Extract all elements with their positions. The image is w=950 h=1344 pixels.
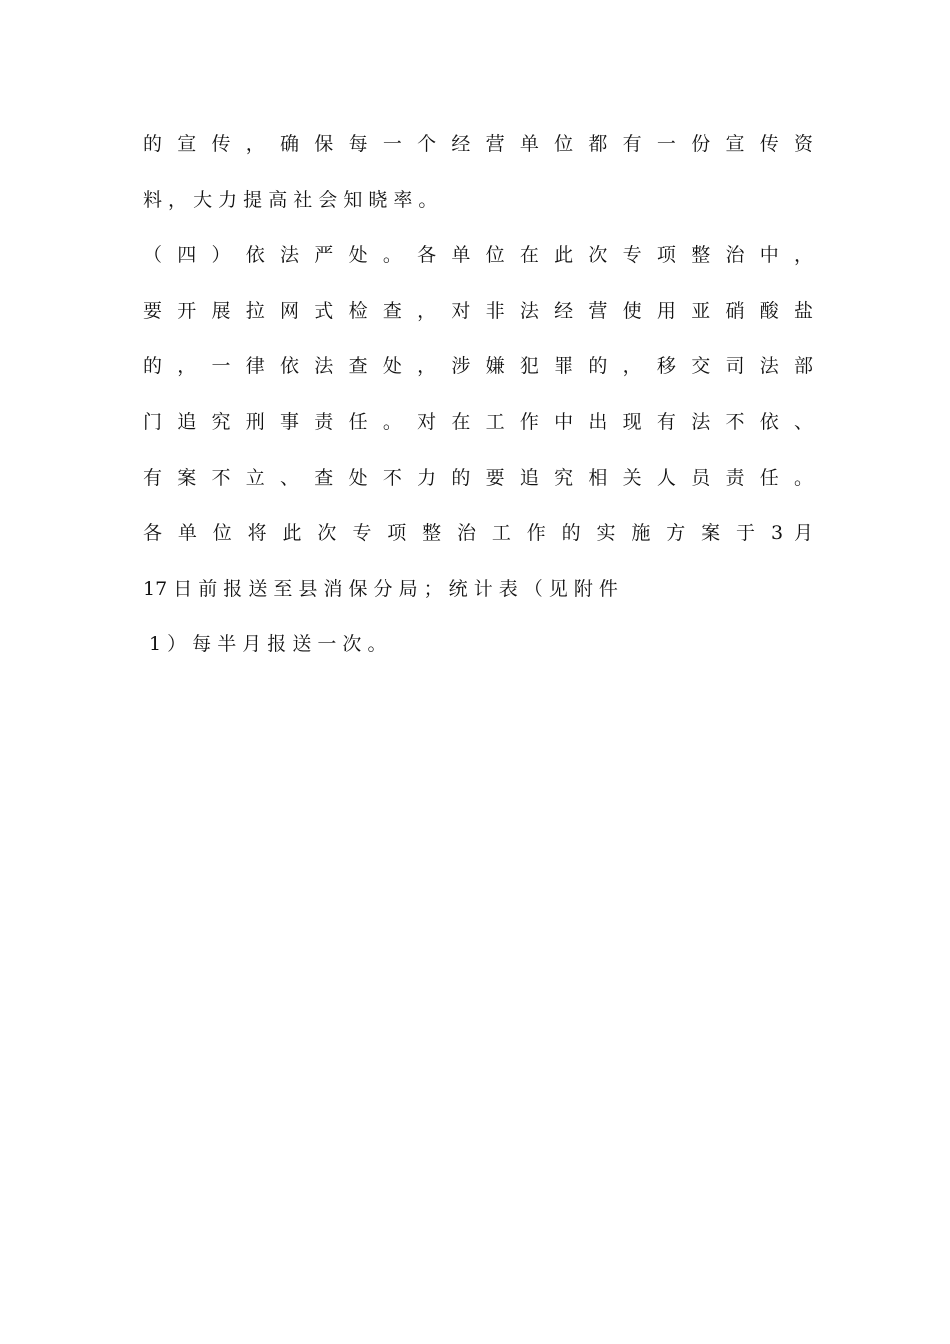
text-line: 17 日 前 报 送 至 县 消 保 分 局 ； 统 计 表 （ 见 附 件 [143, 577, 618, 600]
text-line: （ 四 ） 依 法 严 处 。 各 单 位 在 此 次 专 项 整 治 中 ， [143, 244, 813, 267]
text-line: 的 宣 传 ， 确 保 每 一 个 经 营 单 位 都 有 一 份 宣 传 资 [143, 133, 813, 155]
text-line: 料 ， 大 力 提 高 社 会 知 晓 率 。 [143, 188, 438, 211]
text-line: 1 ） 每 半 月 报 送 一 次 。 [149, 633, 387, 656]
text-line: 的 ， 一 律 依 法 查 处 ， 涉 嫌 犯 罪 的 ， 移 交 司 法 部 [143, 355, 813, 378]
text-line: 各 单 位 将 此 次 专 项 整 治 工 作 的 实 施 方 案 于 3 月 [143, 522, 813, 545]
document-body [143, 126, 813, 682]
text-line: 门 追 究 刑 事 责 任 。 对 在 工 作 中 出 现 有 法 不 依 、 [143, 410, 813, 433]
text-line: 要 开 展 拉 网 式 检 查 ， 对 非 法 经 营 使 用 亚 硝 酸 盐 [143, 299, 813, 322]
text-line: 有 案 不 立 、 查 处 不 力 的 要 追 究 相 关 人 员 责 任 。 [143, 466, 813, 489]
